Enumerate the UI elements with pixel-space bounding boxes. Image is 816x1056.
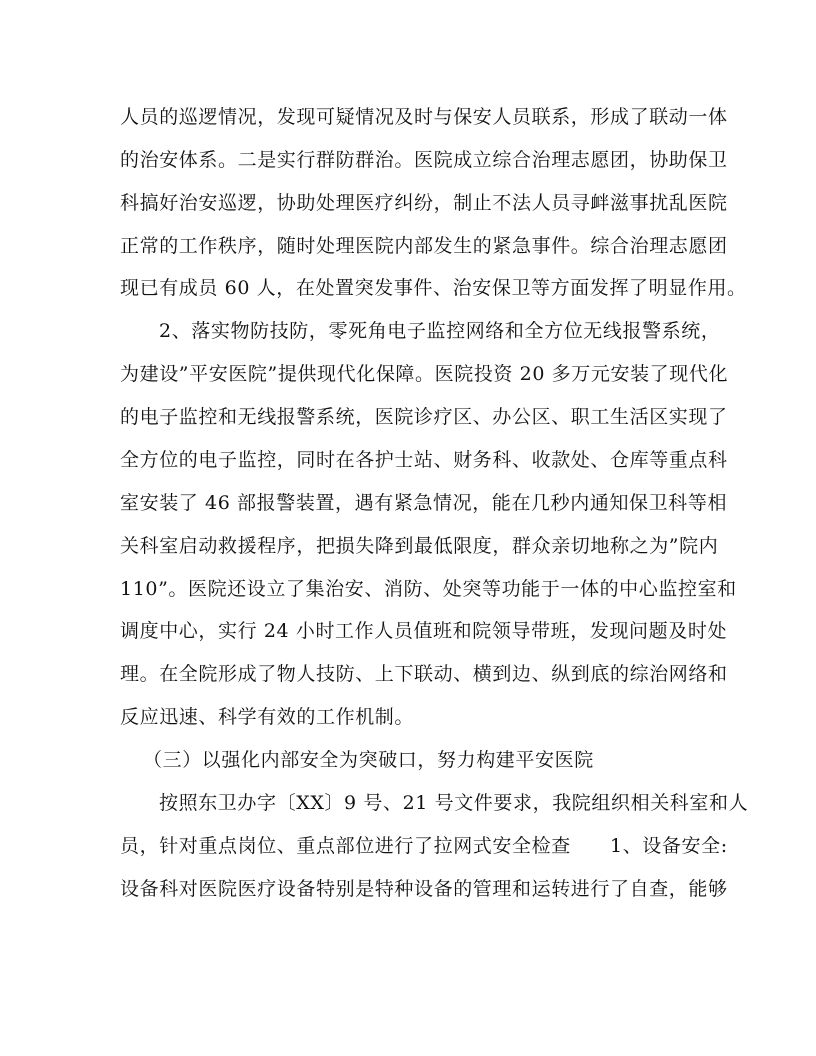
text-line: 科搞好治安巡逻，协助处理医疗纠纷，制止不法人员寻衅滋事扰乱医院 [120, 192, 728, 214]
text-line: 设备科对医院医疗设备特别是特种设备的管理和运转进行了自查，能够 [120, 878, 728, 900]
text-line: 现已有成员 60 人，在处置突发事件、治安保卫等方面发挥了明显作用。 [120, 277, 747, 299]
text-line: 员，针对重点岗位、重点部位进行了拉网式安全检查 1、设备安全: [120, 835, 728, 857]
text-line: 室安装了 46 部报警装置，遇有紧急情况，能在几秒内通知保卫科等相 [120, 492, 728, 514]
text-line: 为建设”平安医院”提供现代化保障。医院投资 20 多万元安装了现代化 [120, 363, 729, 385]
text-line: 理。在全院形成了物人技防、上下联动、横到边、纵到底的综治网络和 [120, 663, 728, 685]
text-line: 的治安体系。二是实行群防群治。医院成立综合治理志愿团，协助保卫 [120, 149, 728, 171]
text-line: 人员的巡逻情况，发现可疑情况及时与保安人员联系，形成了联动一体 [120, 106, 728, 128]
section-heading: （三）以强化内部安全为突破口，努力构建平安医院 [143, 749, 594, 771]
text-line: 2、落实物防技防，零死角电子监控网络和全方位无线报警系统， [159, 320, 721, 342]
text-line: 调度中心，实行 24 小时工作人员值班和院领导带班，发现问题及时处 [120, 620, 728, 642]
text-line: 110”。医院还设立了集治安、消防、处突等功能于一体的中心监控室和 [120, 578, 737, 600]
text-line: 反应迅速、科学有效的工作机制。 [120, 706, 415, 728]
text-line: 关科室启动救援程序，把损失降到最低限度，群众亲切地称之为”院内 [120, 535, 719, 557]
text-line: 全方位的电子监控，同时在各护士站、财务科、收款处、仓库等重点科 [120, 449, 728, 471]
text-line: 正常的工作秩序，随时处理医院内部发生的紧急事件。综合治理志愿团 [120, 235, 728, 257]
text-line: 按照东卫办字〔XX〕9 号、21 号文件要求，我院组织相关科室和人 [159, 792, 749, 814]
text-line: 的电子监控和无线报警系统，医院诊疗区、办公区、职工生活区实现了 [120, 406, 728, 428]
